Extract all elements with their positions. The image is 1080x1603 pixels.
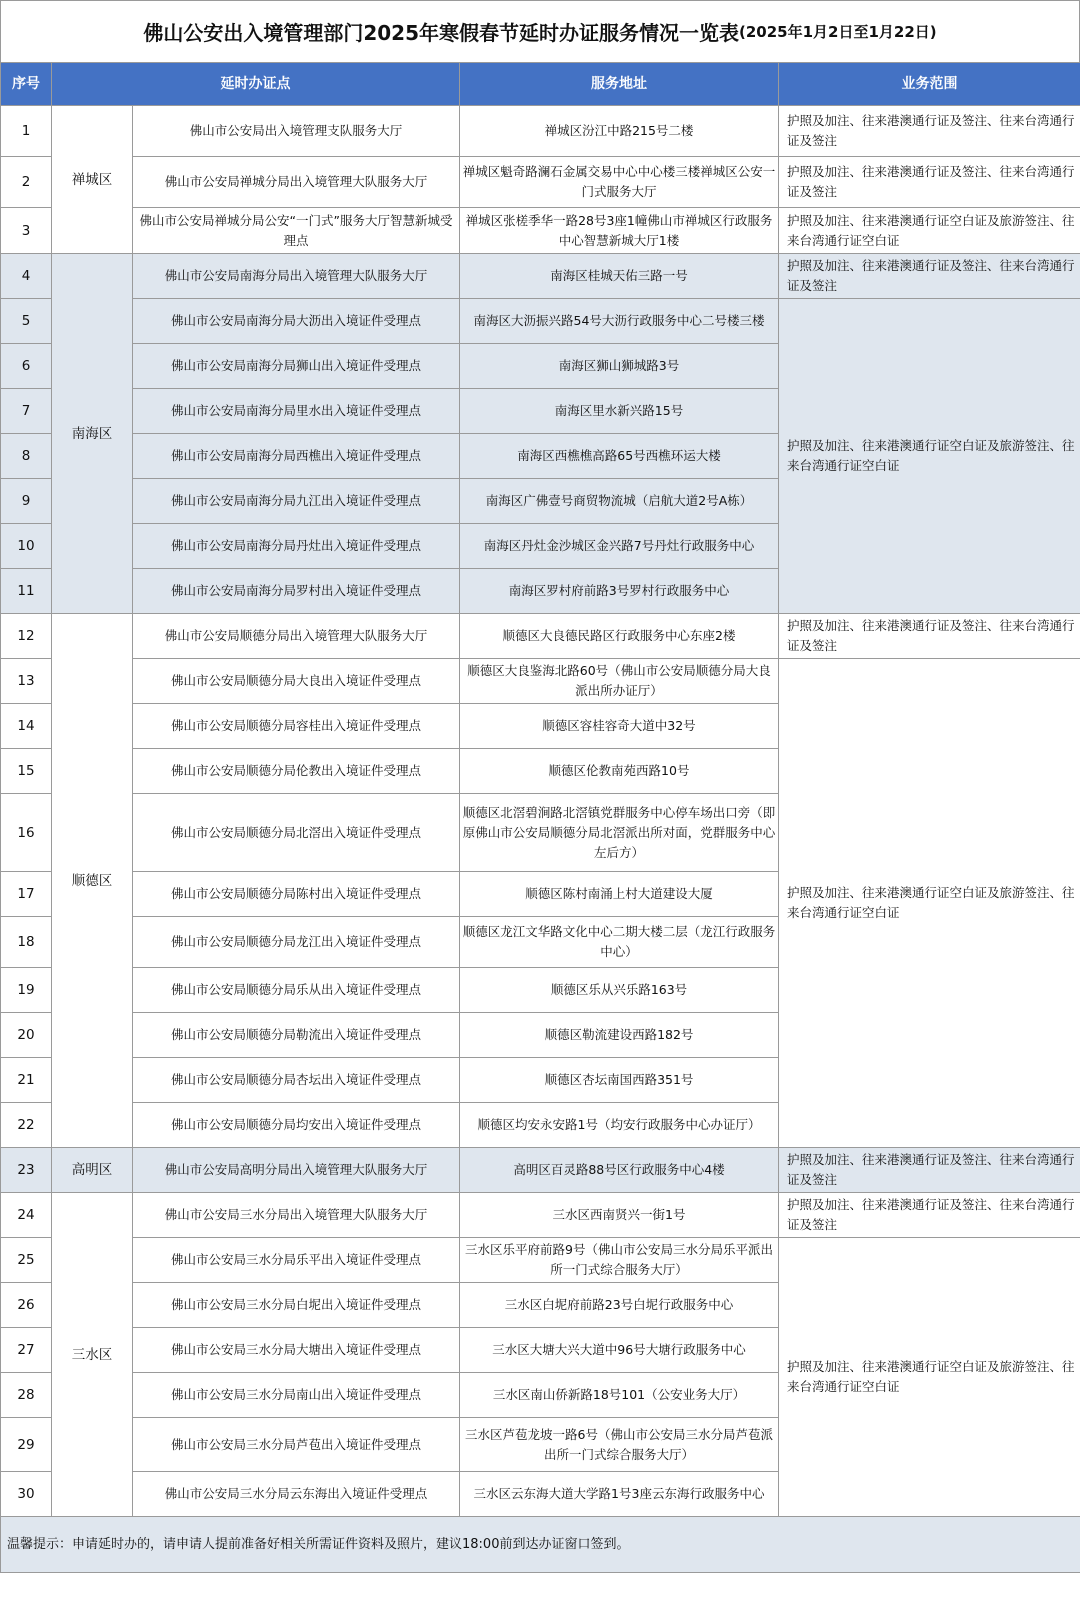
business-scope: 护照及加注、往来港澳通行证及签注、往来台湾通行证及签注 [779,106,1080,157]
row-number: 1 [1,106,52,157]
office-address: 顺德区龙江文华路文化中心二期大楼二层（龙江行政服务中心） [460,917,779,968]
office-address: 顺德区大良鉴海北路60号（佛山市公安局顺德分局大良派出所办证厅） [460,659,779,704]
office-address: 顺德区伦教南苑西路10号 [460,749,779,794]
row-number: 6 [1,344,52,389]
office-name: 佛山市公安局南海分局狮山出入境证件受理点 [133,344,460,389]
office-address: 三水区云东海大道大学路1号3座云东海行政服务中心 [460,1472,779,1517]
row-number: 24 [1,1193,52,1238]
office-name: 佛山市公安局南海分局丹灶出入境证件受理点 [133,524,460,569]
office-name: 佛山市公安局三水分局南山出入境证件受理点 [133,1373,460,1418]
office-address: 顺德区乐从兴乐路163号 [460,968,779,1013]
row-number: 12 [1,614,52,659]
row-number: 30 [1,1472,52,1517]
table-row [1,659,1080,704]
office-name: 佛山市公安局顺德分局出入境管理大队服务大厅 [133,614,460,659]
office-address: 南海区罗村府前路3号罗村行政服务中心 [460,569,779,614]
row-number: 8 [1,434,52,479]
header-address: 服务地址 [460,63,779,106]
office-address: 南海区里水新兴路15号 [460,389,779,434]
row-number: 25 [1,1238,52,1283]
office-address: 禅城区张槎季华一路28号3座1幢佛山市禅城区行政服务中心智慧新城大厅1楼 [460,208,779,254]
table-row [1,106,1080,157]
business-scope: 护照及加注、往来港澳通行证及签注、往来台湾通行证及签注 [779,157,1080,208]
office-name: 佛山市公安局三水分局大塘出入境证件受理点 [133,1328,460,1373]
office-name: 佛山市公安局南海分局出入境管理大队服务大厅 [133,254,460,299]
row-number: 15 [1,749,52,794]
row-number: 2 [1,157,52,208]
table-row [1,1148,1080,1193]
row-number: 20 [1,1013,52,1058]
office-address: 三水区乐平府前路9号（佛山市公安局三水分局乐平派出所一门式综合服务大厅） [460,1238,779,1283]
office-name: 佛山市公安局南海分局大沥出入境证件受理点 [133,299,460,344]
office-name: 佛山市公安局顺德分局龙江出入境证件受理点 [133,917,460,968]
office-address: 南海区桂城天佑三路一号 [460,254,779,299]
office-name: 佛山市公安局顺德分局伦教出入境证件受理点 [133,749,460,794]
row-number: 4 [1,254,52,299]
office-name: 佛山市公安局三水分局云东海出入境证件受理点 [133,1472,460,1517]
table-header-row [1,63,1080,106]
business-scope: 护照及加注、往来港澳通行证及签注、往来台湾通行证及签注 [779,1193,1080,1238]
row-number: 18 [1,917,52,968]
row-number: 23 [1,1148,52,1193]
office-address: 顺德区陈村南涌上村大道建设大厦 [460,872,779,917]
office-address: 禅城区汾江中路215号二楼 [460,106,779,157]
office-name: 佛山市公安局南海分局里水出入境证件受理点 [133,389,460,434]
office-address: 南海区大沥振兴路54号大沥行政服务中心二号楼三楼 [460,299,779,344]
business-scope: 护照及加注、往来港澳通行证空白证及旅游签注、往来台湾通行证空白证 [779,299,1080,614]
office-address: 顺德区北滘碧涧路北滘镇党群服务中心停车场出口旁（即原佛山市公安局顺德分局北滘派出所对面，党群服务中心左后方） [460,794,779,872]
office-address: 南海区狮山狮城路3号 [460,344,779,389]
office-address: 三水区南山侨新路18号101（公安业务大厅） [460,1373,779,1418]
office-address: 三水区大塘大兴大道中96号大塘行政服务中心 [460,1328,779,1373]
title-main: 佛山公安出入境管理部门2025年寒假春节延时办证服务情况一览表 [143,21,739,45]
row-number: 27 [1,1328,52,1373]
table-row [1,157,1080,208]
office-address: 南海区广佛壹号商贸物流城（启航大道2号A栋） [460,479,779,524]
business-scope: 护照及加注、往来港澳通行证及签注、往来台湾通行证及签注 [779,614,1080,659]
row-number: 9 [1,479,52,524]
office-name: 佛山市公安局顺德分局大良出入境证件受理点 [133,659,460,704]
district-cell: 顺德区 [52,614,133,1148]
row-number: 7 [1,389,52,434]
office-name: 佛山市公安局顺德分局勒流出入境证件受理点 [133,1013,460,1058]
row-number: 17 [1,872,52,917]
office-address: 顺德区大良德民路区行政服务中心东座2楼 [460,614,779,659]
office-name: 佛山市公安局南海分局九江出入境证件受理点 [133,479,460,524]
office-name: 佛山市公安局顺德分局容桂出入境证件受理点 [133,704,460,749]
business-scope: 护照及加注、往来港澳通行证空白证及旅游签注、往来台湾通行证空白证 [779,659,1080,1148]
district-cell: 三水区 [52,1193,133,1517]
page-title [0,0,1080,62]
office-address: 顺德区均安永安路1号（均安行政服务中心办证厅） [460,1103,779,1148]
office-address: 顺德区容桂容奇大道中32号 [460,704,779,749]
office-name: 佛山市公安局禅城分局公安“一门式”服务大厅智慧新城受理点 [133,208,460,254]
office-address: 南海区丹灶金沙城区金兴路7号丹灶行政服务中心 [460,524,779,569]
row-number: 14 [1,704,52,749]
office-address: 高明区百灵路88号区行政服务中心4楼 [460,1148,779,1193]
district-cell: 禅城区 [52,106,133,254]
table-row [1,614,1080,659]
office-name: 佛山市公安局顺德分局均安出入境证件受理点 [133,1103,460,1148]
row-number: 11 [1,569,52,614]
office-name: 佛山市公安局顺德分局杏坛出入境证件受理点 [133,1058,460,1103]
office-address: 禅城区魁奇路澜石金属交易中心中心楼三楼禅城区公安一门式服务大厅 [460,157,779,208]
office-name: 佛山市公安局三水分局白坭出入境证件受理点 [133,1283,460,1328]
office-name: 佛山市公安局三水分局芦苞出入境证件受理点 [133,1418,460,1472]
office-name: 佛山市公安局南海分局西樵出入境证件受理点 [133,434,460,479]
row-number: 28 [1,1373,52,1418]
office-address: 顺德区杏坛南国西路351号 [460,1058,779,1103]
row-number: 26 [1,1283,52,1328]
office-name: 佛山市公安局高明分局出入境管理大队服务大厅 [133,1148,460,1193]
office-name: 佛山市公安局顺德分局北滘出入境证件受理点 [133,794,460,872]
business-scope: 护照及加注、往来港澳通行证空白证及旅游签注、往来台湾通行证空白证 [779,1238,1080,1517]
office-address: 三水区白坭府前路23号白坭行政服务中心 [460,1283,779,1328]
table-row [1,1238,1080,1283]
title-date-range: (2025年1月2日至1月22日) [739,23,937,41]
header-scope: 业务范围 [779,63,1080,106]
row-number: 22 [1,1103,52,1148]
table-row [1,1193,1080,1238]
district-cell: 高明区 [52,1148,133,1193]
row-number: 16 [1,794,52,872]
row-number: 21 [1,1058,52,1103]
row-number: 3 [1,208,52,254]
row-number: 19 [1,968,52,1013]
header-number: 序号 [1,63,52,106]
office-address: 顺德区勒流建设西路182号 [460,1013,779,1058]
district-cell: 南海区 [52,254,133,614]
table-row [1,254,1080,299]
office-name: 佛山市公安局出入境管理支队服务大厅 [133,106,460,157]
footer-row [1,1517,1080,1573]
footer-note: 温馨提示：申请延时办的，请申请人提前准备好相关所需证件资料及照片，建议18:00前到达办证窗口签到。 [1,1517,1080,1573]
office-name: 佛山市公安局禅城分局出入境管理大队服务大厅 [133,157,460,208]
business-scope: 护照及加注、往来港澳通行证及签注、往来台湾通行证及签注 [779,1148,1080,1193]
office-name: 佛山市公安局三水分局乐平出入境证件受理点 [133,1238,460,1283]
row-number: 10 [1,524,52,569]
business-scope: 护照及加注、往来港澳通行证空白证及旅游签注、往来台湾通行证空白证 [779,208,1080,254]
office-address: 三水区西南贤兴一街1号 [460,1193,779,1238]
row-number: 5 [1,299,52,344]
office-address: 南海区西樵樵高路65号西樵环运大楼 [460,434,779,479]
row-number: 13 [1,659,52,704]
office-name: 佛山市公安局顺德分局陈村出入境证件受理点 [133,872,460,917]
office-address: 三水区芦苞龙坡一路6号（佛山市公安局三水分局芦苞派出所一门式综合服务大厅） [460,1418,779,1472]
business-scope: 护照及加注、往来港澳通行证及签注、往来台湾通行证及签注 [779,254,1080,299]
header-office: 延时办证点 [52,63,460,106]
table-row [1,208,1080,254]
office-table [0,62,1080,1573]
office-name: 佛山市公安局南海分局罗村出入境证件受理点 [133,569,460,614]
office-name: 佛山市公安局顺德分局乐从出入境证件受理点 [133,968,460,1013]
row-number: 29 [1,1418,52,1472]
table-row [1,299,1080,344]
office-name: 佛山市公安局三水分局出入境管理大队服务大厅 [133,1193,460,1238]
